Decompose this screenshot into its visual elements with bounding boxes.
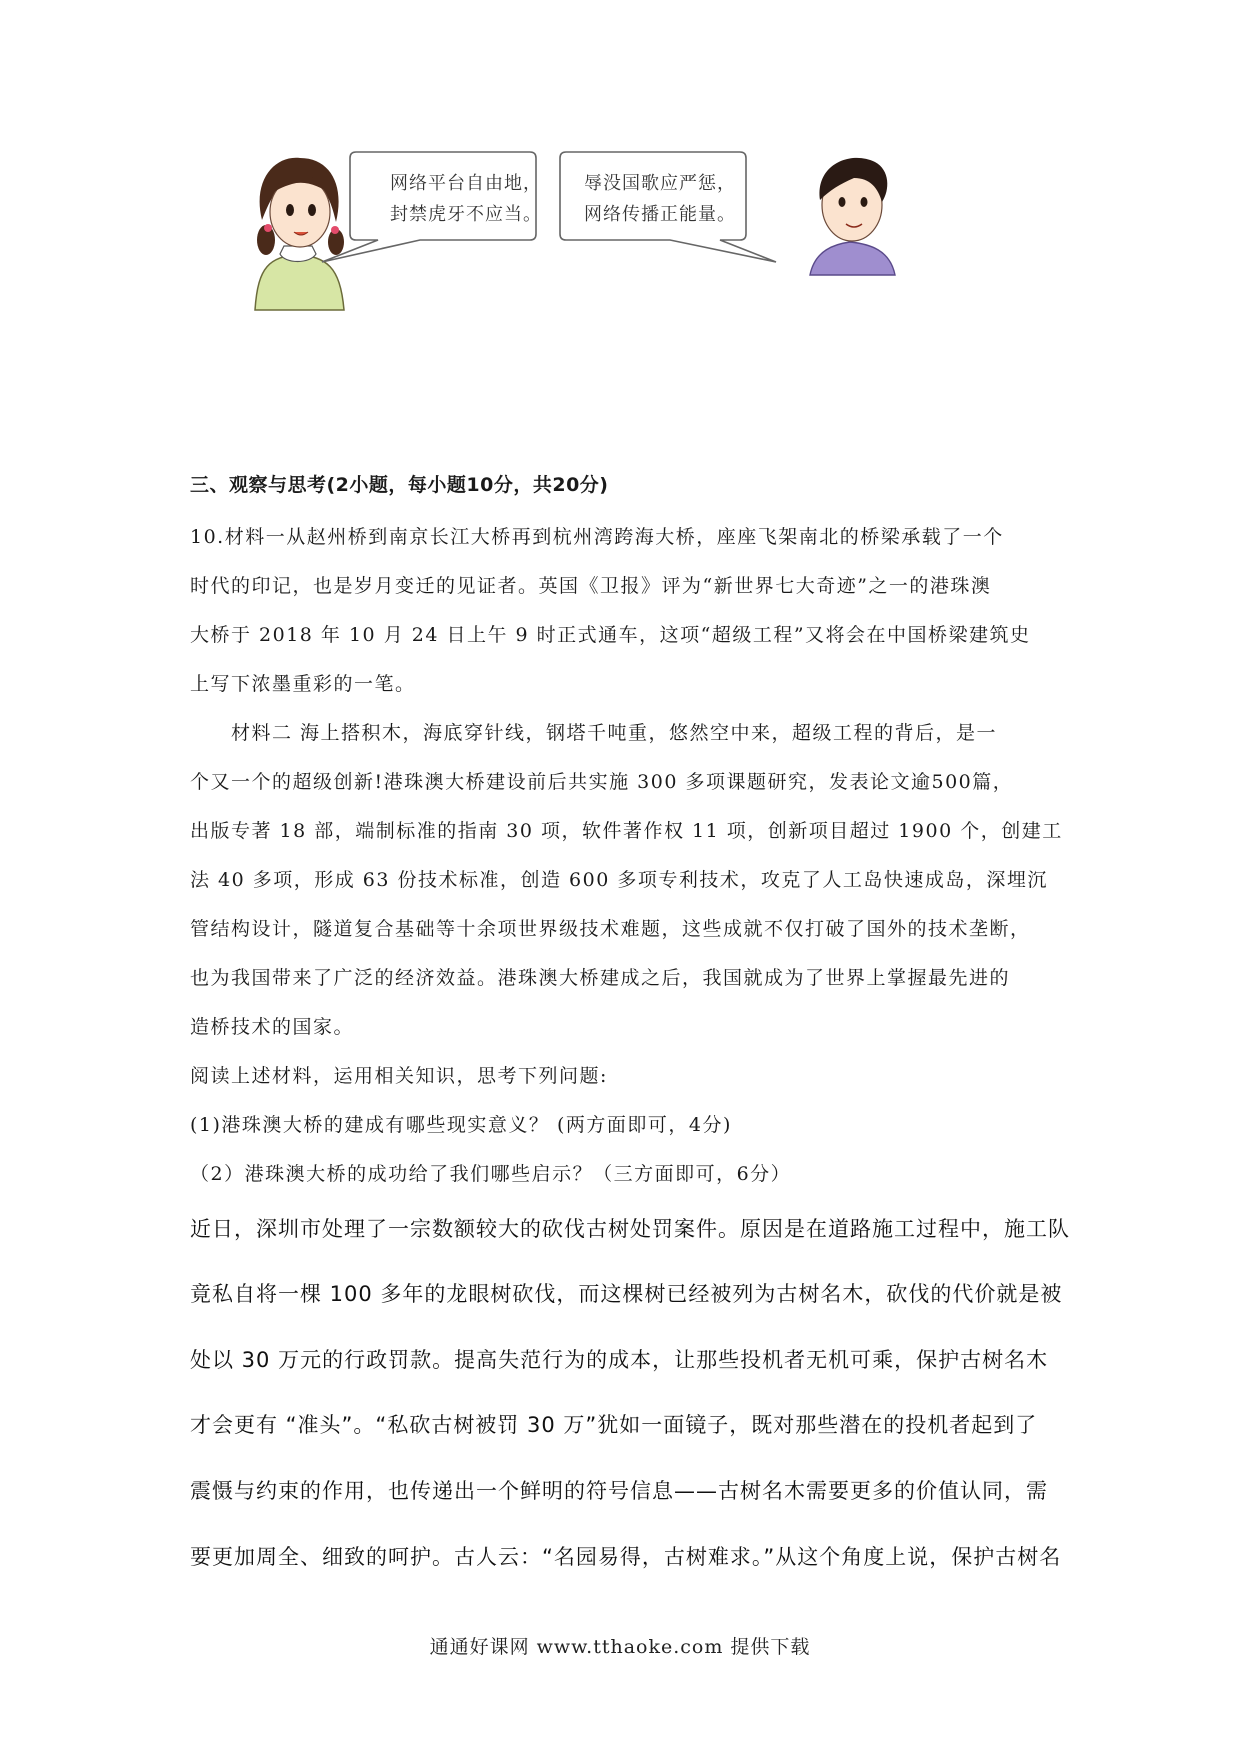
section-heading: 三、观察与思考(2小题，每小题10分，共20分) xyxy=(190,474,609,496)
material-two-line: 管结构设计，隧道复合基础等十余项世界级技术难题，这些成就不仅打破了国外的技术垄断， xyxy=(190,918,1031,940)
boy-bubble-line: 网络传播正能量。 xyxy=(584,204,736,225)
material-two-line: 材料二 海上搭积木，海底穿针线，钢塔千吨重，悠然空中来，超级工程的背后，是一 xyxy=(231,722,998,744)
material-two-line: 法 40 多项，形成 63 份技术标准，创造 600 多项专利技术，攻克了人工岛快速成岛，深埋沉 xyxy=(190,869,1048,891)
boy-figure xyxy=(810,158,895,275)
sub-question-2: （2）港珠澳大桥的成功给了我们哪些启示？（三方面即可，6分） xyxy=(190,1163,792,1185)
passage-line: 处以 30 万元的行政罚款。提高失范行为的成本，让那些投机者无机可乘，保护古树名木 xyxy=(190,1348,1049,1372)
passage-line: 震慑与约束的作用，也传递出一个鲜明的符号信息——古树名木需要更多的价值认同，需 xyxy=(190,1479,1048,1503)
question-instruction: 阅读上述材料，运用相关知识，思考下列问题: xyxy=(190,1065,608,1087)
passage-line: 近日，深圳市处理了一宗数额较大的砍伐古树处罚案件。原因是在道路施工过程中，施工队 xyxy=(190,1217,1070,1241)
material-two-line: 也为我国带来了广泛的经济效益。港珠澳大桥建成之后，我国就成为了世界上掌握最先进的 xyxy=(190,967,1011,989)
sub-question-1: (1)港珠澳大桥的建成有哪些现实意义？ (两方面即可，4分) xyxy=(190,1114,732,1136)
footer-credit: 通通好课网 www.tthaoke.com 提供下载 xyxy=(429,1636,811,1658)
passage-line: 才会更有 “准头”。“私砍古树被罚 30 万”犹如一面镜子，既对那些潜在的投机者起到了 xyxy=(190,1413,1038,1437)
material-two-line: 造桥技术的国家。 xyxy=(190,1016,355,1038)
girl-bubble-line: 网络平台自由地， xyxy=(390,173,542,194)
material-two-line: 出版专著 18 部，端制标准的指南 30 项，软件著作权 11 项，创新项目超过 1900 个，创建工 xyxy=(190,820,1063,842)
passage-line: 要更加周全、细致的呵护。古人云：“名园易得，古树难求。”从这个角度上说，保护古树名 xyxy=(190,1545,1062,1569)
material-one-line: 大桥于 2018 年 10 月 24 日上午 9 时正式通车，这项“超级工程”又将会在中国桥梁建筑史 xyxy=(190,624,1031,646)
girl-bubble-line: 封禁虎牙不应当。 xyxy=(390,204,542,225)
boy-bubble-text xyxy=(584,168,736,230)
girl-figure xyxy=(255,158,344,310)
material-one-line: 时代的印记，也是岁月变迁的见证者。英国《卫报》评为“新世界七大奇迹”之一的港珠澳 xyxy=(190,575,992,597)
girl-bubble-text xyxy=(390,168,542,230)
passage-line: 竟私自将一棵 100 多年的龙眼树砍伐，而这棵树已经被列为古树名木，砍伐的代价就是被 xyxy=(190,1282,1063,1306)
material-one-line: 上写下浓墨重彩的一笔。 xyxy=(190,673,416,695)
material-one-line: 10.材料一从赵州桥到南京长江大桥再到杭州湾跨海大桥，座座飞架南北的桥梁承载了一个 xyxy=(190,526,1004,548)
boy-bubble-line: 辱没国歌应严惩， xyxy=(584,173,736,194)
dialogue-illustration xyxy=(250,150,1010,310)
material-two-line: 个又一个的超级创新!港珠澳大桥建设前后共实施 300 多项课题研究，发表论文逾500篇， xyxy=(190,771,1014,793)
